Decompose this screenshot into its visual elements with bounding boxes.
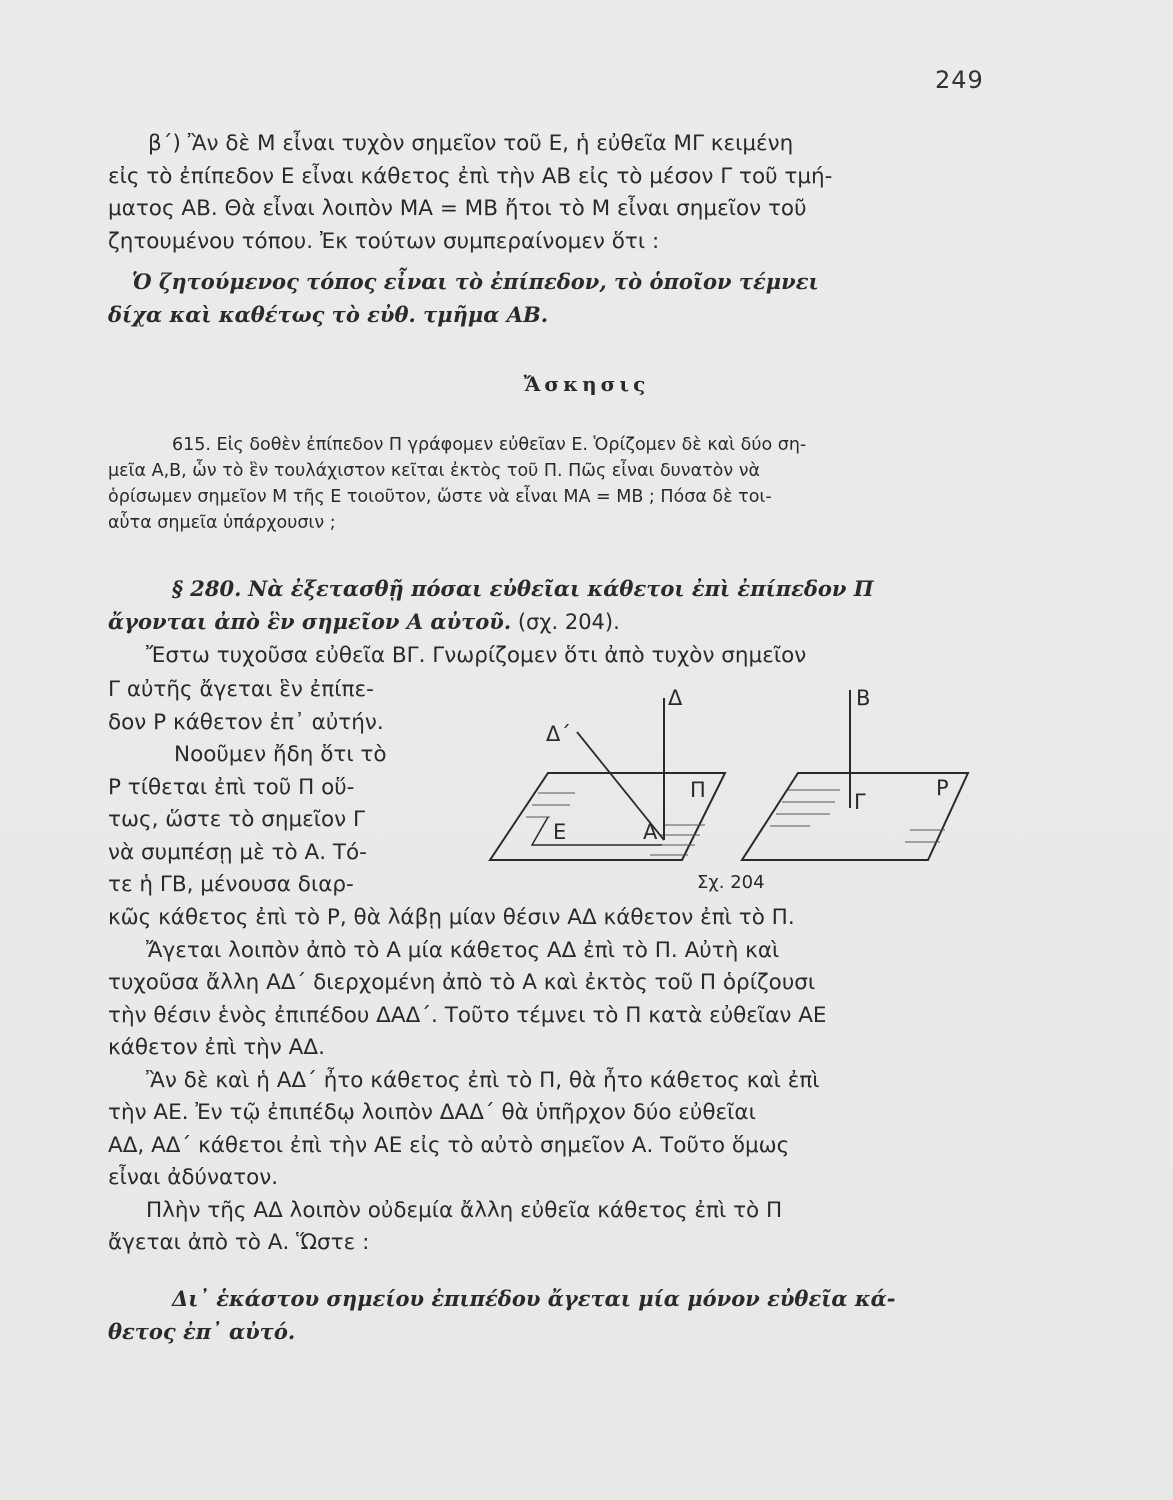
plane-rho [742,773,968,860]
text-line: Νοοῦμεν ἤδη ὅτι τὸ [174,742,387,767]
label-pi: Π [690,778,706,802]
text-line: Ἄγεται λοιπὸν ἀπὸ τὸ Α μία κάθετος ΑΔ ἐπὶ τὸ Π. Αὐτὴ καὶ [146,937,780,963]
text-line: μεῖα Α,Β, ὧν τὸ ἓν τουλάχιστον κεῖται ἐκτὸς τοῦ Π. Πῶς εἶναι δυνατὸν νὰ [108,461,761,481]
figure-reference: (σχ. 204). [517,609,620,634]
paragraph-b [108,128,998,258]
text-line: αὗτα σημεῖα ὑπάρχουσιν ; [108,513,336,533]
narrow-column [108,674,453,902]
body-intro [108,640,998,673]
text-line: Ἔστω τυχοῦσα εὐθεῖα ΒΓ. Γνωρίζομεν ὅτι ἀπὸ τυχὸν σημεῖον [146,643,807,668]
page-number: 249 [935,66,984,94]
text-line: κῶς κάθετος ἐπὶ τὸ Ρ, θὰ λάβῃ μίαν θέσιν ΑΔ κάθετον ἐπὶ τὸ Π. [108,905,795,930]
text-line: κάθετον ἐπὶ τὴν ΑΔ. [108,1035,325,1060]
text-line: τὴν θέσιν ἑνὸς ἐπιπέδου ΔΑΔ΄. Τοῦτο τέμνει τὸ Π κατὰ εὐθεῖαν ΑΕ [108,1002,827,1028]
label-delta: Δ [668,686,683,710]
section-title: Νὰ ἐξετασθῇ πόσαι εὐθεῖαι κάθετοι ἐπὶ ἐπίπεδον Π [248,576,874,601]
label-rho: Ρ [936,776,949,800]
conclusion-perpendicular [108,1283,998,1348]
text-line: ματος ΑΒ. Θὰ εἶναι λοιπὸν ΜΑ = ΜΒ ἤτοι τὸ Μ εἶναι σημεῖον τοῦ [108,196,807,221]
body-text [108,902,998,1260]
text-line: εἶναι ἀδύνατον. [108,1165,279,1190]
text-line: Γ αὐτῆς ἄγεται ἓν ἐπίπε- [108,677,374,702]
text-line: τὴν ΑΕ. Ἐν τῷ ἐπιπέδῳ λοιπὸν ΔΑΔ΄ θὰ ὑπῆρχον δύο εὐθεῖαι [108,1100,756,1125]
text-line [108,606,998,639]
text-line: Δι᾽ ἑκάστου σημείου ἐπιπέδου ἄγεται μία μόνον εὐθεῖα κά- [172,1286,896,1311]
label-alpha: Α [643,820,658,844]
text-line: δον Ρ κάθετον ἐπ᾽ αὐτήν. [108,709,384,735]
text-line: Πλὴν τῆς ΑΔ λοιπὸν οὐδεμία ἄλλη εὐθεῖα κάθετος ἐπὶ τὸ Π [146,1197,783,1223]
text-line: τυχοῦσα ἄλλη ΑΔ΄ διερχομένη ἀπὸ τὸ Α καὶ ἐκτὸς τοῦ Π ὁρίζουσι [108,970,816,995]
label-gamma: Γ [854,790,866,814]
conclusion-locus [108,266,998,331]
text-line: Ὁ ζητούμενος τόπος εἶναι τὸ ἐπίπεδον, τὸ ὁποῖον τέμνει [132,269,819,294]
section-280-title [108,573,998,638]
section-number: § 280. [172,576,242,601]
text-line: θετος ἐπ᾽ αὐτό. [108,1318,296,1344]
label-epsilon: Ε [553,820,567,844]
text-line: Ἂν δὲ καὶ ἡ ΑΔ΄ ἦτο κάθετος ἐπὶ τὸ Π, θὰ ἦτο κάθετος καὶ ἐπὶ [146,1067,820,1093]
text-line: εἰς τὸ ἐπίπεδον Ε εἶναι κάθετος ἐπὶ τὴν ΑΒ εἰς τὸ μέσον Γ τοῦ τμή- [108,163,833,189]
exercise-615 [108,432,998,536]
text-line: τως, ὥστε τὸ σημεῖον Γ [108,807,366,832]
text-line: 615. Εἰς δοθὲν ἐπίπεδον Π γράφομεν εὐθεῖαν Ε. Ὁρίζομεν δὲ καὶ δύο ση- [172,435,807,455]
section-title-cont: ἄγονται ἀπὸ ἓν σημεῖον Α αὐτοῦ. [108,608,512,634]
text-line: τε ἡ ΓΒ, μένουσα διαρ- [108,872,354,897]
text-line: ΑΔ, ΑΔ΄ κάθετοι ἐπὶ τὴν ΑΕ εἰς τὸ αὐτὸ σημεῖον Α. Τοῦτο ὅμως [108,1132,790,1158]
text-line: δίχα καὶ καθέτως τὸ εὐθ. τμῆμα ΑΒ. [108,301,549,327]
text-line: ζητουμένου τόπου. Ἐκ τούτων συμπεραίνομεν ὅτι : [108,228,660,254]
text-line: β΄) Ἂν δὲ Μ εἶναι τυχὸν σημεῖον τοῦ Ε, ἡ εὐθεῖα ΜΓ κειμένη [148,131,794,156]
text-line: νὰ συμπέσῃ μὲ τὸ Α. Τό- [108,839,367,865]
label-beta: Β [856,686,871,710]
label-delta-prime: Δ΄ [546,722,571,746]
exercise-heading: Ἄσκησις [523,372,650,396]
text-line: ὁρίσωμεν σημεῖον Μ τῆς Ε τοιοῦτον, ὥστε νὰ εἶναι ΜΑ = ΜΒ ; Πόσα δὲ τοι- [108,487,772,507]
figure-caption: Σχ. 204 [697,872,765,893]
text-line: ἄγεται ἀπὸ τὸ Α. Ὥστε : [108,1230,370,1255]
text-line: Ρ τίθεται ἐπὶ τοῦ Π οὕ- [108,774,355,800]
text-line [108,573,998,606]
